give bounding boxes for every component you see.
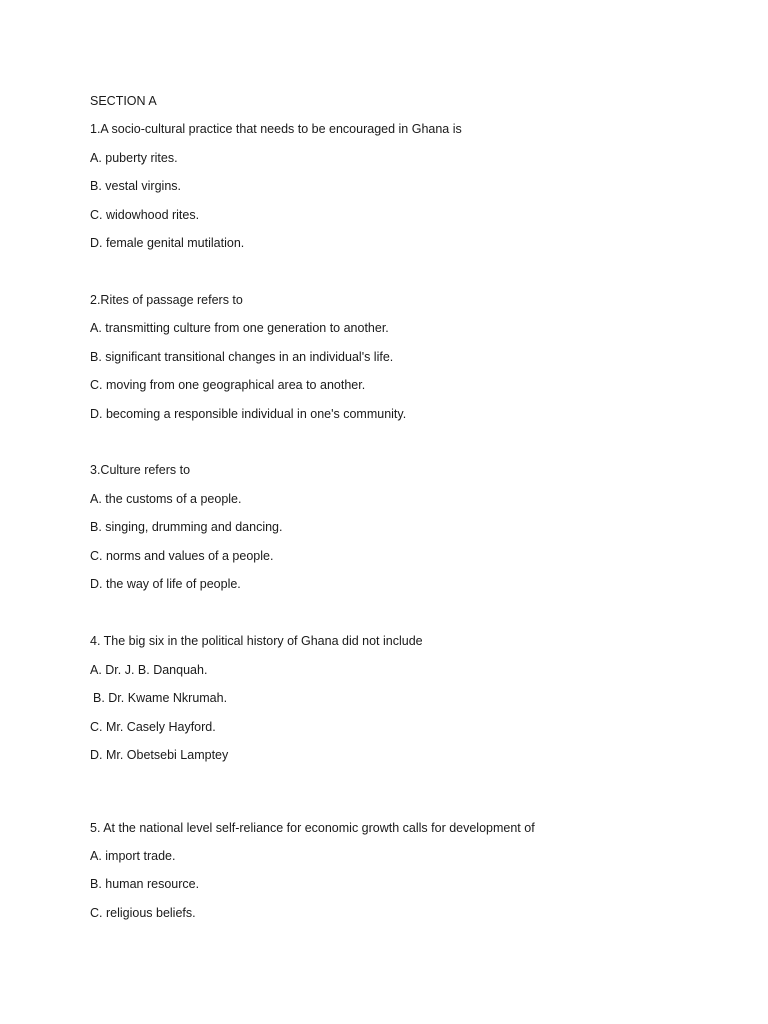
question-2-stem: 2.Rites of passage refers to — [90, 293, 243, 307]
question-2-option-d: D. becoming a responsible individual in one's community. — [90, 407, 407, 421]
question-1-option-c: C. widowhood rites. — [90, 208, 200, 222]
question-4-option-a: A. Dr. J. B. Danquah. — [90, 663, 208, 677]
question-4-option-c: C. Mr. Casely Hayford. — [90, 720, 216, 734]
question-2-option-b: B. significant transitional changes in an individual's life. — [90, 350, 394, 364]
question-1-option-b: B. vestal virgins. — [90, 179, 182, 193]
question-4-option-d: D. Mr. Obetsebi Lamptey — [90, 748, 229, 762]
question-3-option-b: B. singing, drumming and dancing. — [90, 520, 283, 534]
question-2-option-c: C. moving from one geographical area to another. — [90, 378, 366, 392]
question-5-option-c: C. religious beliefs. — [90, 906, 196, 920]
question-4-option-b: B. Dr. Kwame Nkrumah. — [93, 691, 228, 705]
question-3-option-a: A. the customs of a people. — [90, 492, 242, 506]
question-5-option-b: B. human resource. — [90, 877, 200, 891]
question-5-option-a: A. import trade. — [90, 849, 176, 863]
question-2-option-a: A. transmitting culture from one generation to another. — [90, 321, 389, 335]
question-1-option-a: A. puberty rites. — [90, 151, 178, 165]
question-3-option-c: C. norms and values of a people. — [90, 549, 274, 563]
question-3-stem: 3.Culture refers to — [90, 463, 191, 477]
question-5-stem: 5. At the national level self-reliance for economic growth calls for development of — [90, 821, 535, 835]
question-3-option-d: D. the way of life of people. — [90, 577, 241, 591]
question-1-stem: 1.A socio-cultural practice that needs to be encouraged in Ghana is — [90, 122, 462, 136]
section-heading: SECTION A — [90, 94, 157, 108]
question-1-option-d: D. female genital mutilation. — [90, 236, 245, 250]
question-4-stem: 4. The big six in the political history of Ghana did not include — [90, 634, 423, 648]
